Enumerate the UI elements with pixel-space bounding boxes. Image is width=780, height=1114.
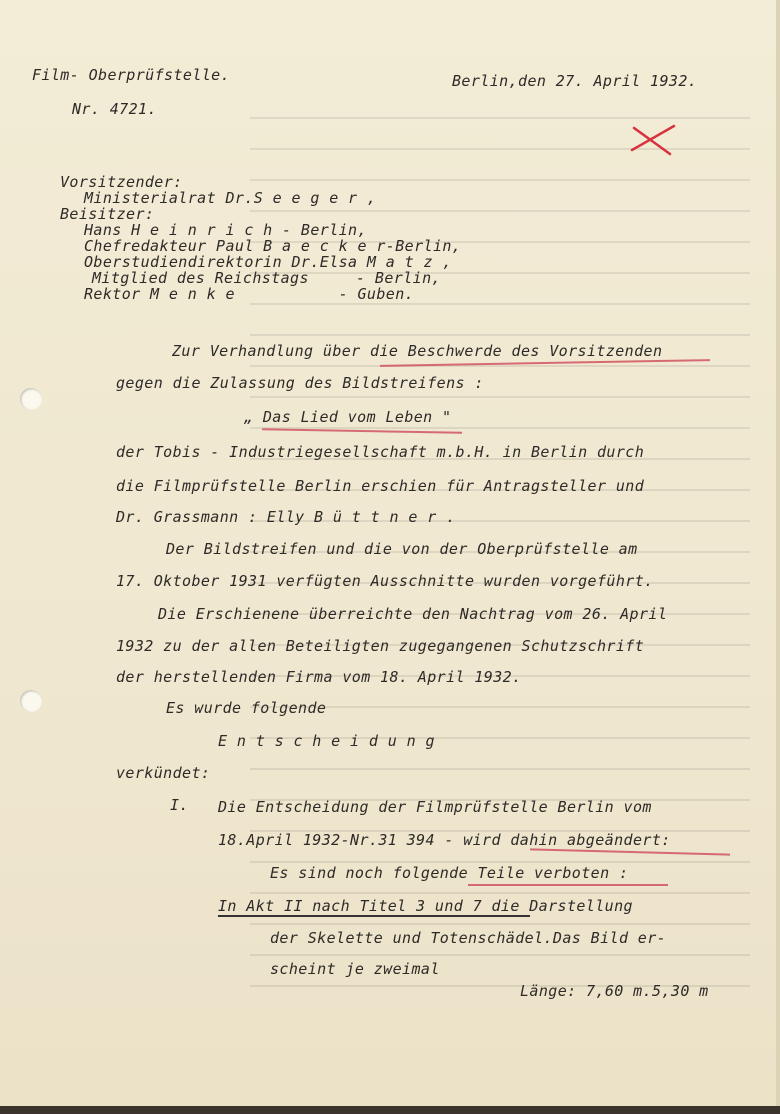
p3-line-1: Die Erschienene überreichte den Nachtrag vom 26. April <box>158 605 668 623</box>
item-line-3: Es sind noch folgende Teile verboten : <box>270 864 629 882</box>
assessors-label: Beisitzer: <box>60 205 155 223</box>
item-line-1: Die Entscheidung der Filmprüfstelle Berlin vom <box>218 798 652 816</box>
office-name: Film- Oberprüfstelle. <box>32 66 231 84</box>
chair-label: Vorsitzender: <box>60 173 183 191</box>
item-line-4: In Akt II nach Titel 3 und 7 die Darstellung <box>218 897 633 915</box>
red-cross-mark <box>628 124 678 158</box>
chair-name: Ministerialrat Dr.S e e g e r , <box>84 189 377 207</box>
punch-hole-top <box>20 388 42 410</box>
p1-line-3: der Tobis - Industriegesellschaft m.b.H. in Berlin durch <box>116 443 645 461</box>
p2-line-1: Der Bildstreifen und die von der Oberprüfstelle am <box>166 540 638 558</box>
act-underline <box>218 915 530 917</box>
assessor-2: Chefredakteur Paul B a e c k e r-Berlin, <box>84 237 462 255</box>
assessor-4: Rektor M e n k e - Guben. <box>84 285 415 303</box>
item-line-5: der Skelette und Totenschädel.Das Bild er- <box>270 929 667 947</box>
assessor-3: Oberstudiendirektorin Dr.Elsa M a t z , <box>84 253 452 271</box>
p3-line-2: 1932 zu der allen Beteiligten zugegangenen Schutzschrift <box>116 637 645 655</box>
item-line-6: scheint je zweimal <box>270 960 440 978</box>
place-date: Berlin,den 27. April 1932. <box>452 72 698 90</box>
decision-heading: E n t s c h e i d u n g <box>218 732 435 750</box>
item-line-2: 18.April 1932-Nr.31 394 - wird dahin abgeändert: <box>218 831 671 849</box>
punch-hole-bottom <box>20 690 42 712</box>
p1-line-1: Zur Verhandlung über die Beschwerde des Vorsitzenden <box>172 342 663 360</box>
p1-line-5: Dr. Grassmann : Elly B ü t t n e r . <box>116 508 456 526</box>
parts-underline <box>468 884 668 886</box>
p1-line-2: gegen die Zulassung des Bildstreifens : <box>116 374 484 392</box>
page-bottom-edge <box>0 1106 780 1114</box>
item-number: I. <box>170 796 189 814</box>
film-length: Länge: 7,60 m.5,30 m <box>520 982 709 1000</box>
p1-line-4: die Filmprüfstelle Berlin erschien für Antragsteller und <box>116 477 645 495</box>
file-number: Nr. 4721. <box>72 100 157 118</box>
announced: verkündet: <box>116 764 211 782</box>
assessor-3-role: Mitglied des Reichstags - Berlin, <box>92 269 441 287</box>
p3-line-3: der herstellenden Firma vom 18. April 1932. <box>116 668 522 686</box>
p2-line-2: 17. Oktober 1931 verfügten Ausschnitte wurden vorgeführt. <box>116 572 654 590</box>
assessor-1: Hans H e i n r i c h - Berlin, <box>84 221 367 239</box>
p4-line-1: Es wurde folgende <box>166 699 327 717</box>
film-title: „ Das Lied vom Leben " <box>244 408 452 426</box>
